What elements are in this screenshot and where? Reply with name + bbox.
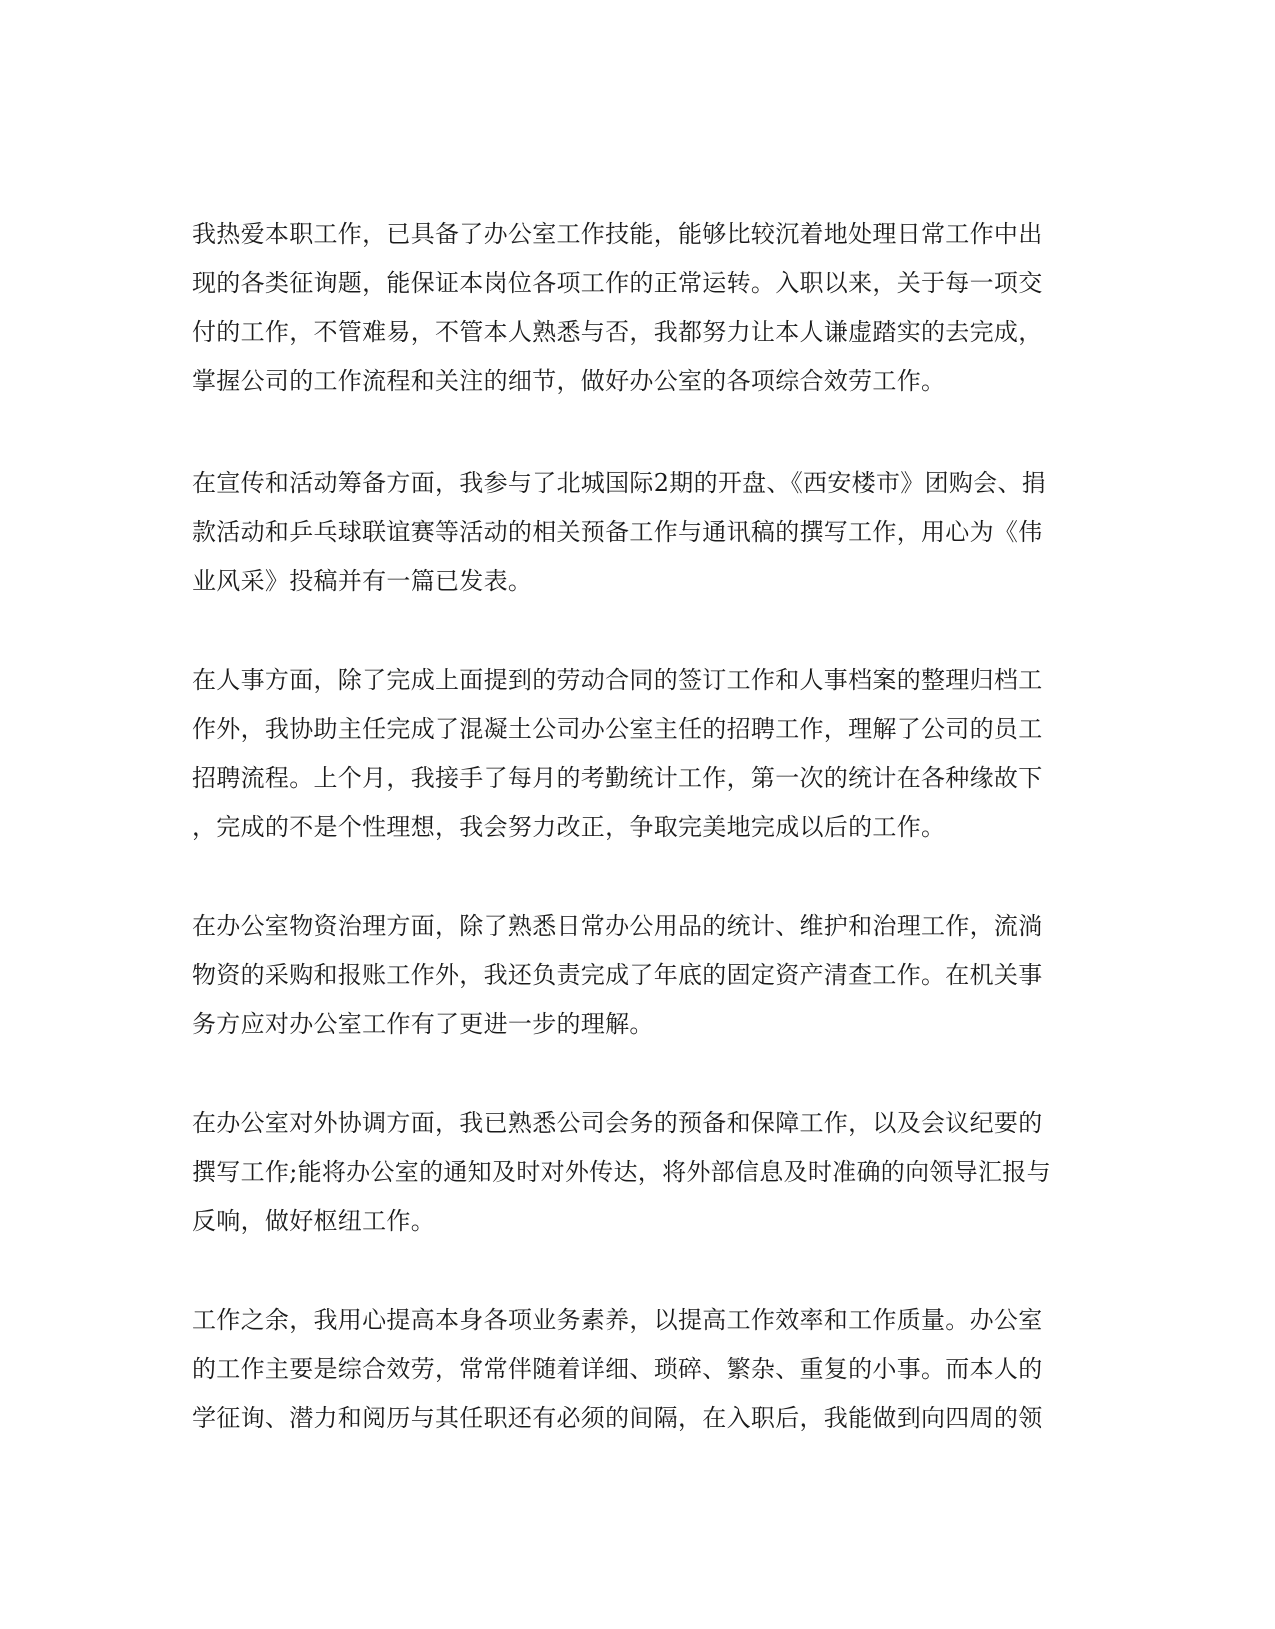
paragraph-line: 务方应对办公室工作有了更进一步的理解。 xyxy=(192,1010,654,1038)
paragraph-line: 掌握公司的工作流程和关注的细节，做好办公室的各项综合效劳工作。 xyxy=(192,367,946,395)
paragraph-line: 作外，我协助主任完成了混凝土公司办公室主任的招聘工作，理解了公司的员工 xyxy=(192,715,1043,743)
paragraph-line: 在办公室对外协调方面，我已熟悉公司会务的预备和保障工作，以及会议纪要的 xyxy=(192,1109,1043,1137)
paragraph-publicity-events xyxy=(192,459,1092,606)
paragraph-line: 招聘流程。上个月，我接手了每月的考勤统计工作，第一次的统计在各种缘故下 xyxy=(192,764,1043,792)
paragraph-work-skills xyxy=(192,210,1092,406)
paragraph-materials-management xyxy=(192,902,1092,1049)
paragraph-line: 学征询、潜力和阅历与其任职还有必须的间隔，在入职后，我能做到向四周的领 xyxy=(192,1404,1043,1432)
paragraph-line: 在人事方面，除了完成上面提到的劳动合同的签订工作和人事档案的整理归档工 xyxy=(192,666,1043,694)
paragraph-line: 工作之余，我用心提高本身各项业务素养，以提高工作效率和工作质量。办公室 xyxy=(192,1306,1043,1334)
paragraph-line: ，完成的不是个性理想，我会努力改正，争取完美地完成以后的工作。 xyxy=(192,813,946,841)
paragraph-line: 反响，做好枢纽工作。 xyxy=(192,1207,435,1235)
paragraph-line: 的工作主要是综合效劳，常常伴随着详细、琐碎、繁杂、重复的小事。而本人的 xyxy=(192,1355,1043,1383)
paragraph-line: 撰写工作;能将办公室的通知及时对外传达，将外部信息及时准确的向领导汇报与 xyxy=(192,1158,1051,1186)
paragraph-line: 现的各类征询题，能保证本岗位各项工作的正常运转。入职以来，关于每一项交 xyxy=(192,269,1043,297)
paragraph-line: 业风采》投稿并有一篇已发表。 xyxy=(192,567,533,595)
paragraph-line: 付的工作，不管难易，不管本人熟悉与否，我都努力让本人谦虚踏实的去完成， xyxy=(192,318,1043,346)
paragraph-external-coordination xyxy=(192,1099,1092,1246)
paragraph-line: 物资的采购和报账工作外，我还负责完成了年底的固定资产清查工作。在机关事 xyxy=(192,961,1043,989)
paragraph-personnel xyxy=(192,656,1092,852)
paragraph-line: 款活动和乒乓球联谊赛等活动的相关预备工作与通讯稿的撰写工作，用心为《伟 xyxy=(192,518,1043,546)
paragraph-line: 在办公室物资治理方面，除了熟悉日常办公用品的统计、维护和治理工作，流淌 xyxy=(192,912,1043,940)
paragraph-line: 我热爱本职工作，已具备了办公室工作技能，能够比较沉着地处理日常工作中出 xyxy=(192,220,1043,248)
paragraph-self-improvement xyxy=(192,1296,1092,1443)
paragraph-line: 在宣传和活动筹备方面，我参与了北城国际2期的开盘、《西安楼市》团购会、捐 xyxy=(192,469,1047,497)
